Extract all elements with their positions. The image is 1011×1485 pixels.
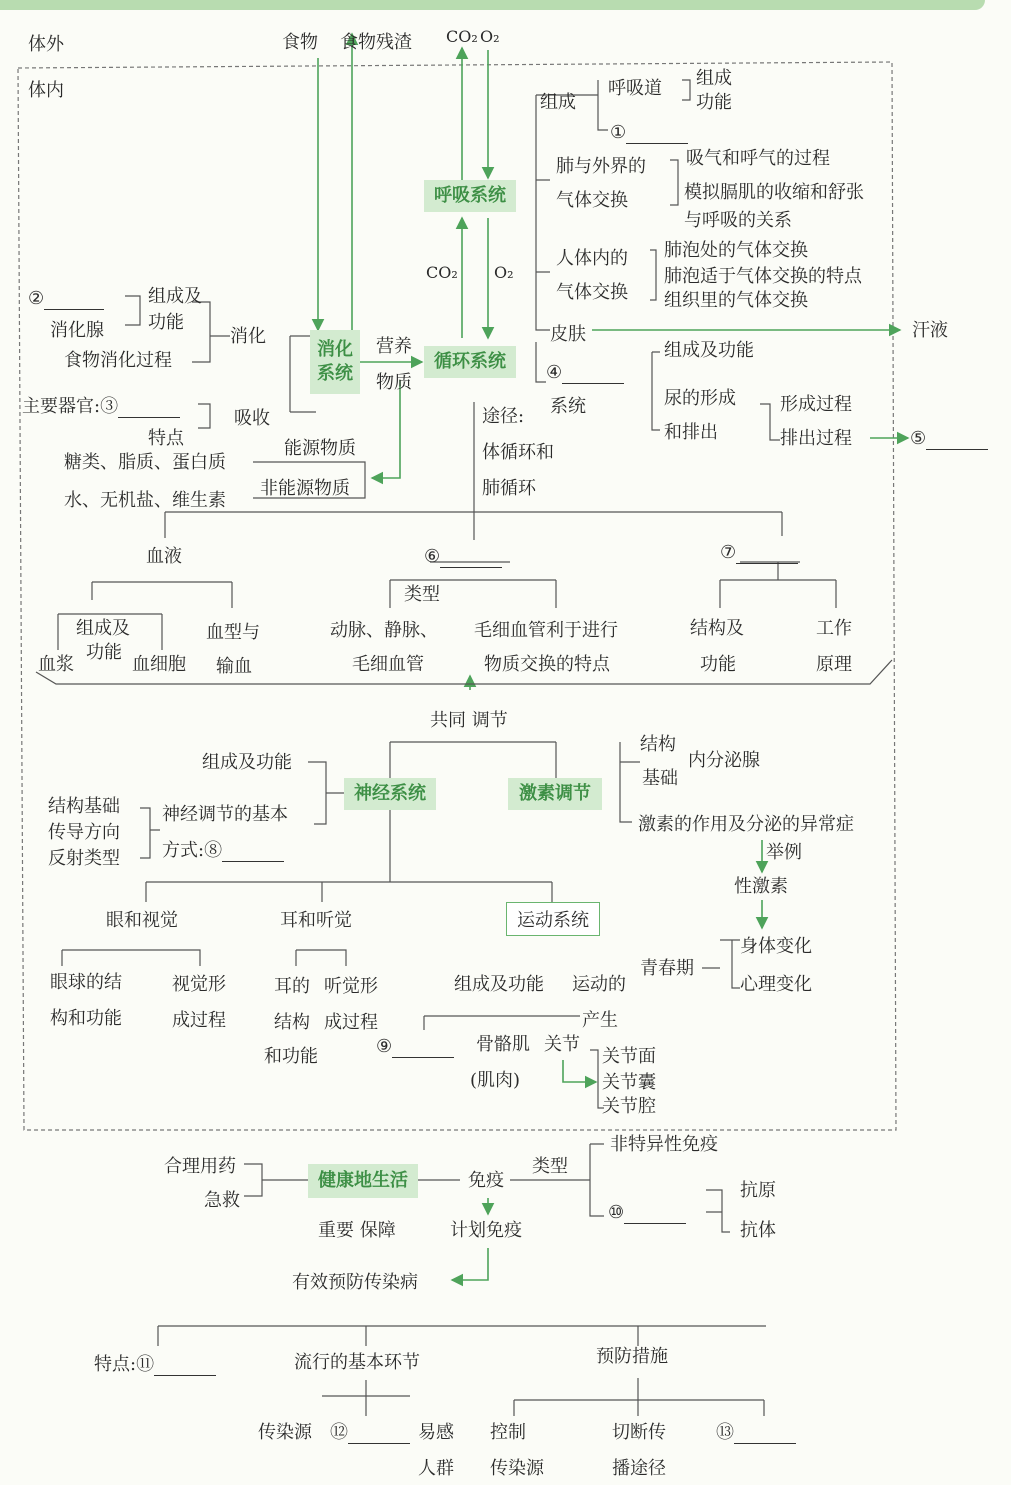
heart-struct-b: 功能 (700, 654, 736, 675)
tissue-exchange: 组织里的气体交换 (664, 290, 808, 311)
prevention-measures: 预防措施 (596, 1346, 668, 1367)
puberty: 青春期 (640, 958, 694, 979)
joint-regulation: 共同 调节 (430, 710, 508, 731)
airway-function: 功能 (696, 92, 732, 113)
blank-2[interactable] (28, 288, 104, 310)
o2-top-label: O₂ (480, 27, 500, 46)
immunity-label: 免疫 (468, 1170, 504, 1191)
blank-1[interactable] (610, 122, 688, 144)
nerve-basic-a: 神经调节的基本 (162, 804, 288, 825)
blood-cells-label: 血细胞 (132, 654, 186, 675)
blood-type-b: 输血 (216, 656, 252, 677)
blood-label: 血液 (146, 546, 182, 567)
motor-system-box: 运动系统 (506, 902, 600, 936)
vessel-list-a: 动脉、静脉、 (330, 620, 438, 641)
blood-comp-b: 功能 (86, 642, 122, 663)
capillary-b: 物质交换的特点 (484, 654, 610, 675)
breath-process: 吸气和呼气的过程 (686, 148, 830, 169)
heart-work-a: 工作 (816, 618, 852, 639)
hormone-effect: 激素的作用及分泌的异常症 (638, 814, 854, 835)
skin-label: 皮肤 (550, 324, 586, 345)
energy-list: 糖类、脂质、蛋白质 (64, 452, 226, 473)
joint-capsule: 关节囊 (602, 1072, 656, 1093)
hormone-regulation-box: 激素调节 (508, 778, 602, 810)
route-line-1: 途径: (482, 406, 525, 427)
blank-11-label: 特点:⑪ (94, 1354, 155, 1375)
sex-hormone: 性激素 (734, 876, 788, 897)
blank-6-label: ⑥ (424, 546, 441, 567)
vision-a: 视觉形 (172, 974, 226, 995)
struct-base: 结构基础 (48, 796, 120, 817)
blank-7[interactable] (720, 542, 798, 564)
immune-types: 类型 (532, 1156, 568, 1177)
joint-cavity: 关节腔 (602, 1096, 656, 1117)
blank-10-label: ⑩ (608, 1202, 625, 1223)
route-line-2: 体循环和 (482, 442, 554, 463)
co2-top-label: CO₂ (446, 27, 478, 46)
blank-3-label: 主要器官:③ (22, 396, 119, 417)
hearing-b: 成过程 (324, 1012, 378, 1033)
nutrient-a: 营养 (376, 336, 412, 357)
eye-vision: 眼和视觉 (106, 910, 178, 931)
food-label: 食物 (282, 32, 318, 53)
digest-label: 消化 (230, 326, 266, 347)
nonenergy-substance: 非能源物质 (260, 478, 350, 499)
airway-composition: 组成 (696, 68, 732, 89)
zone-outside: 体外 (28, 34, 64, 55)
nutrient-b: 物质 (376, 372, 412, 393)
hormone-struct-b: 基础 (642, 768, 678, 789)
eye-struct-b: 构和功能 (50, 1008, 122, 1029)
cut-route-b: 播途径 (612, 1458, 666, 1479)
lung-exchange-a: 肺与外界的 (556, 156, 646, 177)
direction: 传导方向 (48, 822, 120, 843)
blood-comp-a: 组成及 (76, 618, 130, 639)
vision-b: 成过程 (172, 1010, 226, 1031)
infection-source: 传染源 (258, 1422, 312, 1443)
reflex-type: 反射类型 (48, 848, 120, 869)
antibody: 抗体 (740, 1220, 776, 1241)
alveoli-exchange: 肺泡处的气体交换 (664, 240, 808, 261)
absorb-label: 吸收 (234, 408, 270, 429)
urinary-system-label: 系统 (550, 396, 586, 417)
blank-10[interactable] (608, 1202, 686, 1224)
movement-a: 运动的 (572, 974, 626, 995)
route-line-3: 肺循环 (482, 478, 536, 499)
cut-route-a: 切断传 (612, 1422, 666, 1443)
o2-mid-label: O₂ (494, 263, 514, 282)
hearing-a: 听觉形 (324, 976, 378, 997)
respiratory-system-box: 呼吸系统 (424, 180, 516, 212)
joint-label: 关节 (544, 1034, 580, 1055)
heart-work-b: 原理 (816, 654, 852, 675)
example-label: 举例 (766, 842, 802, 863)
epidemic-links: 流行的基本环节 (294, 1352, 420, 1373)
digestive-title-a: 消化 (317, 339, 353, 360)
zone-inside: 体内 (28, 80, 64, 101)
susceptible-a: 易感 (418, 1422, 454, 1443)
motor-comp: 组成及功能 (454, 974, 544, 995)
blank-2-label: ② (28, 288, 45, 309)
blank-9[interactable] (376, 1036, 454, 1058)
diaphragm-b: 与呼吸的关系 (684, 210, 792, 231)
residue-label: 食物残渣 (340, 32, 412, 53)
absorb-feature: 特点 (148, 428, 184, 449)
nerve-comp: 组成及功能 (202, 752, 292, 773)
diaphragm-a: 模拟膈肌的收缩和舒张 (684, 182, 864, 203)
eye-struct-a: 眼球的结 (50, 972, 122, 993)
circulatory-system-box: 循环系统 (424, 346, 516, 378)
nonenergy-list: 水、无机盐、维生素 (64, 490, 226, 511)
blood-type-a: 血型与 (206, 622, 260, 643)
vessel-types: 类型 (404, 584, 440, 605)
digest-comp-b: 功能 (148, 312, 184, 333)
form-process: 形成过程 (780, 394, 852, 415)
lung-exchange-b: 气体交换 (556, 190, 628, 211)
muscle-b: (肌肉) (470, 1070, 521, 1091)
co2-mid-label: CO₂ (426, 263, 458, 282)
nervous-system-box: 神经系统 (344, 778, 436, 810)
blank-4-label: ④ (546, 362, 563, 383)
antigen: 抗原 (740, 1180, 776, 1201)
excrete-process: 排出过程 (780, 428, 852, 449)
digest-process: 食物消化过程 (64, 350, 172, 371)
blank-5-label: ⑤ (910, 428, 927, 449)
blank-12[interactable] (330, 1422, 410, 1444)
capillary-a: 毛细血管利于进行 (474, 620, 618, 641)
ear-hearing: 耳和听觉 (280, 910, 352, 931)
sweat-label: 汗液 (912, 320, 948, 341)
main-organ[interactable] (22, 396, 180, 418)
hormone-struct-a: 结构 (640, 734, 676, 755)
resp-composition: 组成 (540, 92, 576, 113)
ear-struct-b: 结构 (274, 1012, 310, 1033)
control-b: 传染源 (490, 1458, 544, 1479)
energy-substance: 能源物质 (284, 438, 356, 459)
blank-13[interactable] (716, 1422, 796, 1444)
digestive-system-box (310, 330, 360, 394)
alveoli-feature: 肺泡适于气体交换的特点 (664, 266, 862, 287)
control-a: 控制 (490, 1422, 526, 1443)
healthy-living-box: 健康地生活 (308, 1164, 418, 1198)
plasma-label: 血浆 (38, 654, 74, 675)
digestive-title-b: 系统 (317, 363, 353, 384)
urine-b: 和排出 (664, 422, 718, 443)
blank-4[interactable] (546, 362, 624, 384)
blank-13-label: ⑬ (716, 1422, 734, 1443)
mind-change: 心理变化 (740, 974, 812, 995)
nonspecific-immunity: 非特异性免疫 (610, 1134, 718, 1155)
internal-exchange-b: 气体交换 (556, 282, 628, 303)
movement-b: 产生 (582, 1010, 618, 1031)
heart-struct-a: 结构及 (690, 618, 744, 639)
important-guarantee: 重要 保障 (318, 1220, 396, 1241)
urinary-comp: 组成及功能 (664, 340, 754, 361)
joint-surface: 关节面 (602, 1046, 656, 1067)
susceptible-b: 人群 (418, 1458, 454, 1479)
vessel-list-b: 毛细血管 (352, 654, 424, 675)
blank-9-label: ⑨ (376, 1036, 393, 1057)
disease-feature[interactable] (94, 1354, 216, 1376)
endocrine-gland: 内分泌腺 (688, 750, 760, 771)
rational-drugs: 合理用药 (164, 1156, 236, 1177)
blank-8-label: 方式:⑧ (162, 840, 223, 861)
digestive-gland: 消化腺 (50, 320, 104, 341)
nerve-basic-b[interactable] (162, 840, 284, 862)
blank-5[interactable] (910, 428, 988, 450)
ear-struct-a: 耳的 (274, 976, 310, 997)
muscle-a: 骨骼肌 (476, 1034, 530, 1055)
internal-exchange-a: 人体内的 (556, 248, 628, 269)
ear-struct-c: 和功能 (264, 1046, 318, 1067)
blank-6[interactable] (424, 546, 502, 568)
airway-label: 呼吸道 (608, 78, 662, 99)
prevent-infectious: 有效预防传染病 (292, 1272, 418, 1293)
blank-12-label: ⑫ (330, 1422, 348, 1443)
digest-comp-a: 组成及 (148, 286, 202, 307)
first-aid: 急救 (204, 1190, 240, 1211)
planned-immunity: 计划免疫 (450, 1220, 522, 1241)
body-change: 身体变化 (740, 936, 812, 957)
urine-a: 尿的形成 (664, 388, 736, 409)
blank-1-label: ① (610, 122, 627, 143)
blank-7-label: ⑦ (720, 542, 737, 563)
